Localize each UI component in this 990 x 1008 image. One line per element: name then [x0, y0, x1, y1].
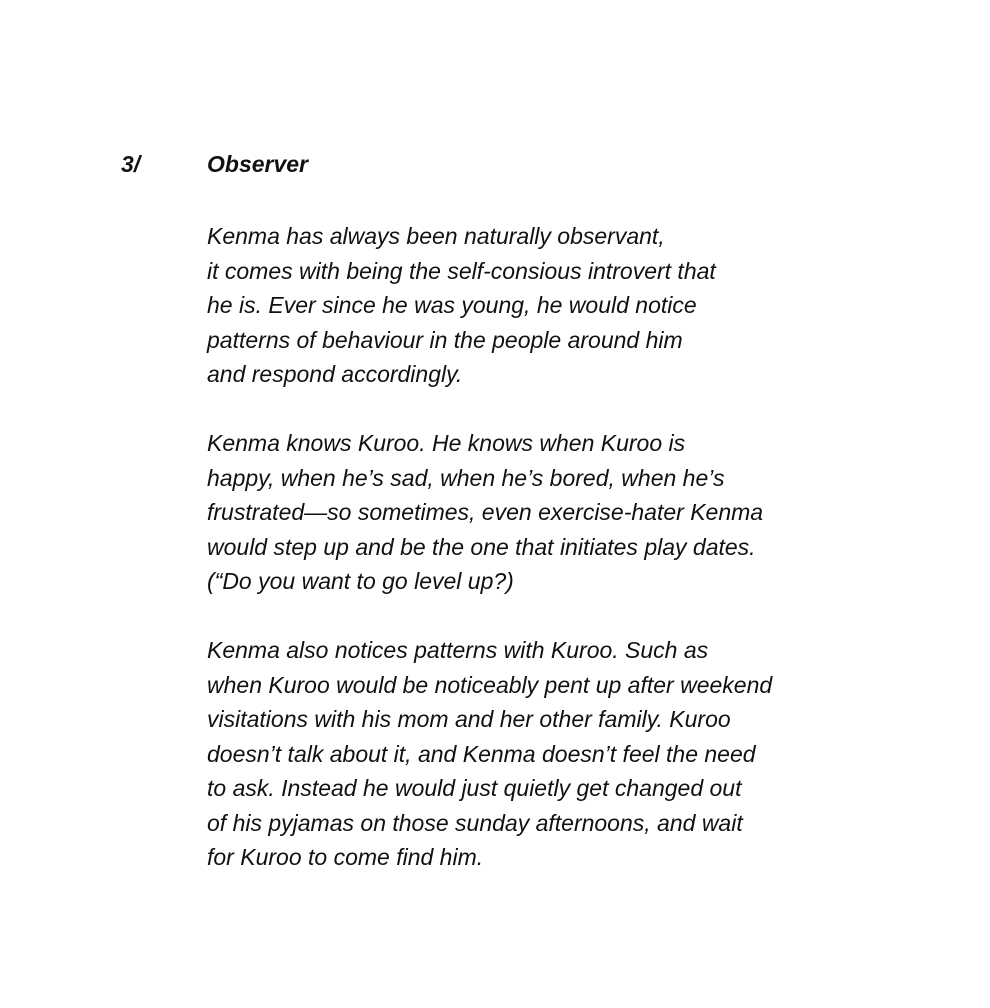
text-line: he is. Ever since he was young, he would notice — [207, 292, 697, 318]
paragraph-2 — [207, 426, 907, 599]
body-text — [207, 219, 907, 909]
text-line: frustrated—so sometimes, even exercise-hater Kenma — [207, 499, 764, 525]
section-number: 3/ — [121, 151, 141, 177]
text-line: and respond accordingly. — [207, 361, 463, 387]
paragraph-1 — [207, 219, 907, 392]
text-line: Kenma also notices patterns with Kuroo. Such as — [207, 637, 709, 663]
text-line: it comes with being the self-consious introvert that — [207, 257, 716, 284]
text-line: Kenma knows Kuroo. He knows when Kuroo is — [207, 430, 686, 456]
paragraph-3 — [207, 633, 907, 875]
text-line: visitations with his mom and her other family. Kuroo — [207, 706, 731, 732]
text-line: (“Do you want to go level up?) — [207, 568, 514, 594]
text-line: would step up and be the one that initiates play dates. — [207, 533, 756, 560]
text-line: Kenma has always been naturally observant, — [207, 223, 665, 249]
text-line: for Kuroo to come find him. — [207, 844, 484, 870]
text-line: doesn’t talk about it, and Kenma doesn’t feel the need — [207, 740, 756, 767]
text-line: patterns of behaviour in the people around him — [207, 326, 683, 353]
text-line: to ask. Instead he would just quietly get changed out — [207, 775, 742, 801]
text-line: happy, when he’s sad, when he’s bored, when he’s — [207, 464, 725, 491]
text-line: when Kuroo would be noticeably pent up after weekend — [207, 671, 773, 698]
section-title: Observer — [207, 151, 309, 177]
text-line: of his pyjamas on those sunday afternoons, and wait — [207, 809, 743, 836]
